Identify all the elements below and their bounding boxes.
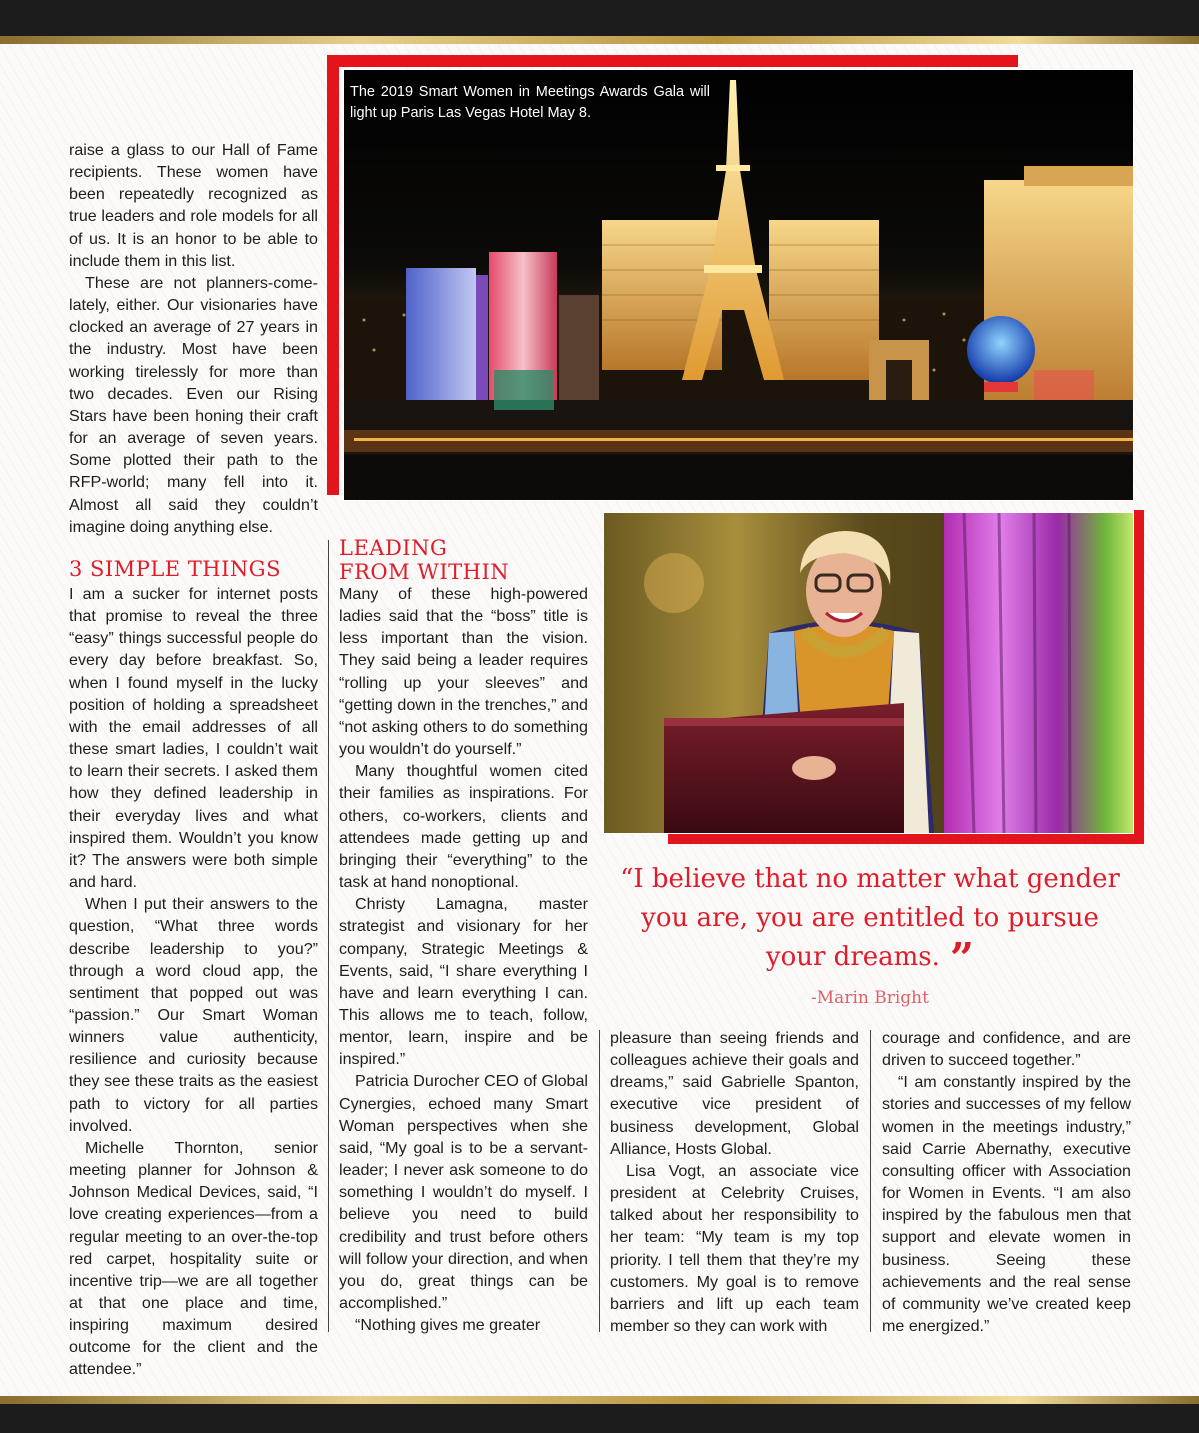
column-divider-3	[870, 1030, 871, 1332]
col2-paragraph-4: Patricia Durocher CEO of Global Cynergies, echoed many Smart Woman perspectives when she said, “My goal is to be a servant-leader; I never ask someone to do something I wouldn’t do myself. I believe you need to build credibility and trust before others will follow your direction, and when you do, great things can be accomplished.”	[339, 1072, 588, 1312]
heading-leading-line-2: FROM WITHIN	[339, 560, 510, 584]
bottom-gold-rule	[0, 1396, 1199, 1404]
column-divider-2	[599, 1030, 600, 1332]
column-divider-1	[328, 540, 329, 1332]
red-accent-bar-top	[327, 55, 1018, 67]
col1-paragraph-5: Michelle Thornton, senior meeting planner for Johnson & Johnson Medical Devices, said, “I love creating experiences—from a regular meeting to an over-the-top red carpet, hospitality suite or incentive trip—we are all together at that one place and time, inspiring maximum desired outcome for the client and the attendee.”	[69, 1138, 318, 1379]
woman-at-podium-illustration	[604, 513, 1133, 833]
photo-caption: The 2019 Smart Women in Meetings Awards Gala will light up Paris Las Vegas Hotel May 8.	[350, 84, 710, 121]
col1-paragraph-1: raise a glass to our Hall of Fame recipients. These women have been repeatedly recognized as true leaders and role models for all of us. It is an honor to be able to include them in this list.	[69, 141, 318, 270]
pull-quote-attribution: -Marin Bright	[811, 988, 929, 1008]
article-column-2	[339, 583, 588, 1336]
top-gold-rule	[0, 36, 1199, 44]
red-accent-bar-left	[327, 55, 339, 495]
col1-paragraph-3: I am a sucker for internet posts that promise to reveal the three “easy” things successful people do every day before breakfast. So, when I found myself in the lucky position of holding a spreadsheet with the email addresses of all these smart ladies, I couldn’t wait to learn their secrets. I asked them how they defined leadership in their everyday lives and what inspired them. Wouldn’t you know it? The answers were both simple and hard.	[69, 585, 318, 892]
bottom-band	[0, 1404, 1199, 1433]
col2-paragraph-3: Christy Lamagna, master strategist and visionary for her company, Strategic Meetings & Events, said, “I share everything I have and learn everything I can. This allows me to teach, follow, mentor, learn, inspire and be inspired.”	[339, 895, 588, 1069]
col4-paragraph-2: “I am constantly inspired by the stories and successes of my fellow women in the meetings industry,” said Carrie Abernathy, executive consulting officer with Association for Women in Events. “I am also inspired by the fabulous men that support and elevate women in business. Seeing these achievements and the real sense of community we’ve created keep me energized.”	[882, 1073, 1131, 1336]
heading-3-simple-things: 3 SIMPLE THINGS	[69, 557, 281, 581]
col1-paragraph-2: These are not planners-come-lately, either. Our visionaries have clocked an average of 27 years in the industry. Most have been working tirelessly for more than two decades. Even our Rising Stars have been honing their craft for an average of seven years. Some plotted their path to the RFP-world; many fell into it. Almost all said they couldn’t imagine doing anything else.	[69, 273, 318, 536]
red-accent-bar-bottom	[668, 834, 1144, 844]
closing-quote-mark: ”	[949, 934, 975, 983]
heading-leading-line-1: LEADING	[339, 536, 448, 560]
col1-paragraph-4: When I put their answers to the question, “What three words describe leadership to you?” through a word cloud app, the sentiment that popped out was “passion.” Our Smart Woman winners value authenticity, resilience and curiosity because they see these traits as the easiest path to victory for all parties involved.	[69, 895, 318, 1135]
red-accent-bar-right	[1134, 510, 1144, 844]
col3-paragraph-2: Lisa Vogt, an associate vice president at Celebrity Cruises, talked about her responsibility to her team: “My team is my top priority. I tell them that they’re my customers. My goal is to remove barriers and lift up each team member so they can work with	[610, 1161, 859, 1336]
top-band	[0, 0, 1199, 36]
article-column-3	[610, 1027, 859, 1337]
col4-paragraph-1: courage and confidence, and are driven to succeed together.”	[882, 1029, 1131, 1070]
col3-paragraph-1: pleasure than seeing friends and colleagues achieve their goals and dreams,” said Gabrielle Spanton, executive vice president of business development, Global Alliance, Hosts Global.	[610, 1029, 859, 1158]
article-column-1-continued	[69, 583, 318, 1381]
pull-quote	[610, 860, 1130, 983]
col2-paragraph-1: Many of these high-powered ladies said that the “boss” title is less important than the vision. They said being a leader requires “rolling up your sleeves” and “getting down in the trenches,” and “not asking others to do something you wouldn’t do yourself.”	[339, 585, 588, 759]
marin-bright-photo	[603, 512, 1134, 834]
heading-leading-from-within	[339, 536, 588, 584]
pull-quote-text: “I believe that no matter what gender you are, you are entitled to pursue your dreams.	[620, 864, 1120, 972]
col2-paragraph-2: Many thoughtful women cited their families as inspirations. For others, co-workers, clients and attendees made getting up and bringing their “everything” to the task at hand nonoptional.	[339, 762, 588, 892]
article-column-4	[882, 1027, 1131, 1337]
col2-paragraph-5: “Nothing gives me greater	[355, 1316, 541, 1335]
paris-las-vegas-photo	[343, 69, 1134, 501]
article-column-1	[69, 139, 318, 538]
las-vegas-night-illustration	[344, 70, 1133, 500]
